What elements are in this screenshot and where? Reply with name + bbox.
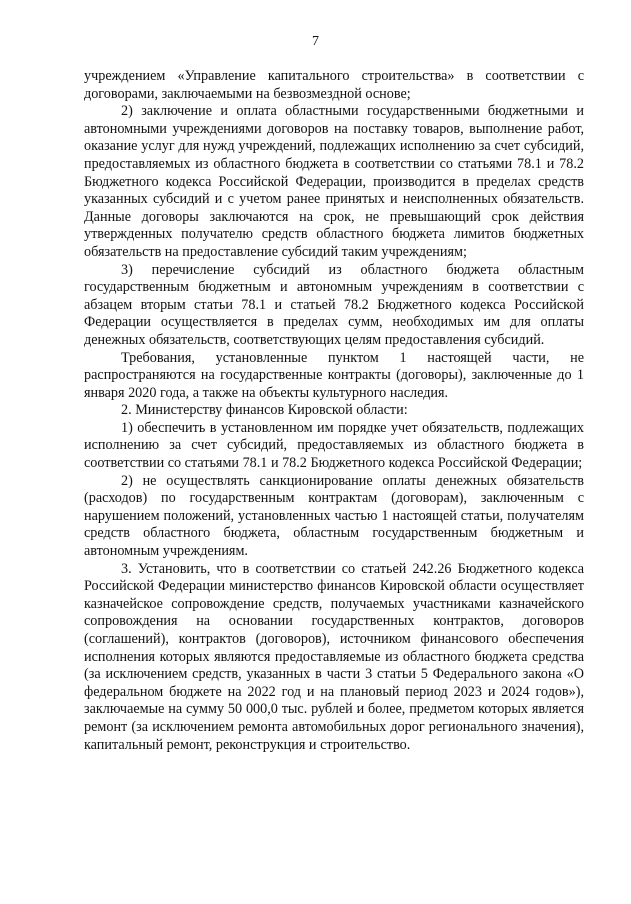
paragraph-part-2: 2. Министерству финансов Кировской области: [121,402,408,419]
paragraph-continuation: учреждением «Управление капитального строительства» в соответствии с договорами, заключаемыми на безвозмездной основе; [84,68,584,102]
page-number: 7 [312,34,319,49]
paragraph-requirements: Требования, установленные пунктом 1 настоящей части, не распространяются на государственные контракты (договоры), заключенные до 1 января 2020 года, а также на объекты культурного наследия. [84,349,584,401]
paragraph-item-3: 3) перечисление субсидий из областного бюджета областным государственным бюджетным и автономным учреждениям в соответствии с абзацем вторым статьи 78.1 и статьей 78.2 Бюджетного кодекса Российской Федерации осуществляется в пределах сумм, необходимых им для оплаты денежных обязательств, соответствующих целям предоставления субсидий. [84,261,584,348]
paragraph-item-2: 2) заключение и оплата областными государственными бюджетными и автономными учреждениями договоров на поставку товаров, выполнение работ, оказание услуг для нужд учреждений, подлежащих исполнению за счет субсидий, предоставляемых из областного бюджета в соответствии со статьями 78.1 и 78.2 Бюджетного кодекса Российской Федерации, производится в пределах средств указанных субсидий и с учетом ранее принятых и неисполненных обязательств. Данные договоры заключаются на срок, не превышающий срок действия утвержденных получателю средств областного бюджета лимитов бюджетных обязательств на предоставление субсидий таким учреждениям; [84,103,584,260]
document-body [84,68,584,754]
paragraph-part-2-item-1: 1) обеспечить в установленном им порядке учет обязательств, подлежащих исполнению за счет субсидий, предоставляемых из областного бюджета в соответствии со статьями 78.1 и 78.2 Бюджетного кодекса Российской Федерации; [84,419,584,472]
paragraph-part-2-item-2: 2) не осуществлять санкционирование оплаты денежных обязательств (расходов) по государственным контрактам (договорам), заключенным с нарушением положений, установленных частью 1 настоящей статьи, получателям средств областного бюджета, областным государственным бюджетным и автономным учреждениям. [84,472,584,560]
paragraph-part-3: 3. Установить, что в соответствии со статьей 242.26 Бюджетного кодекса Российской Федерации министерство финансов Кировской области осуществляет казначейское сопровождение средств, получаемых участниками казначейского сопровождения на основании государственных контрактов, договоров (соглашений), контрактов (договоров), источником финансового обеспечения исполнения которых являются предоставляемые из областного бюджета средства (за исключением средств, указанных в части 3 статьи 5 Федерального закона «О федеральном бюджете на 2022 год и на плановый период 2023 и 2024 годов»), заключаемые на сумму 50 000,0 тыс. рублей и более, предметом которых является ремонт (за исключением ремонта автомобильных дорог регионального значения), капитальный ремонт, реконструкция и строительство. [84,560,584,753]
